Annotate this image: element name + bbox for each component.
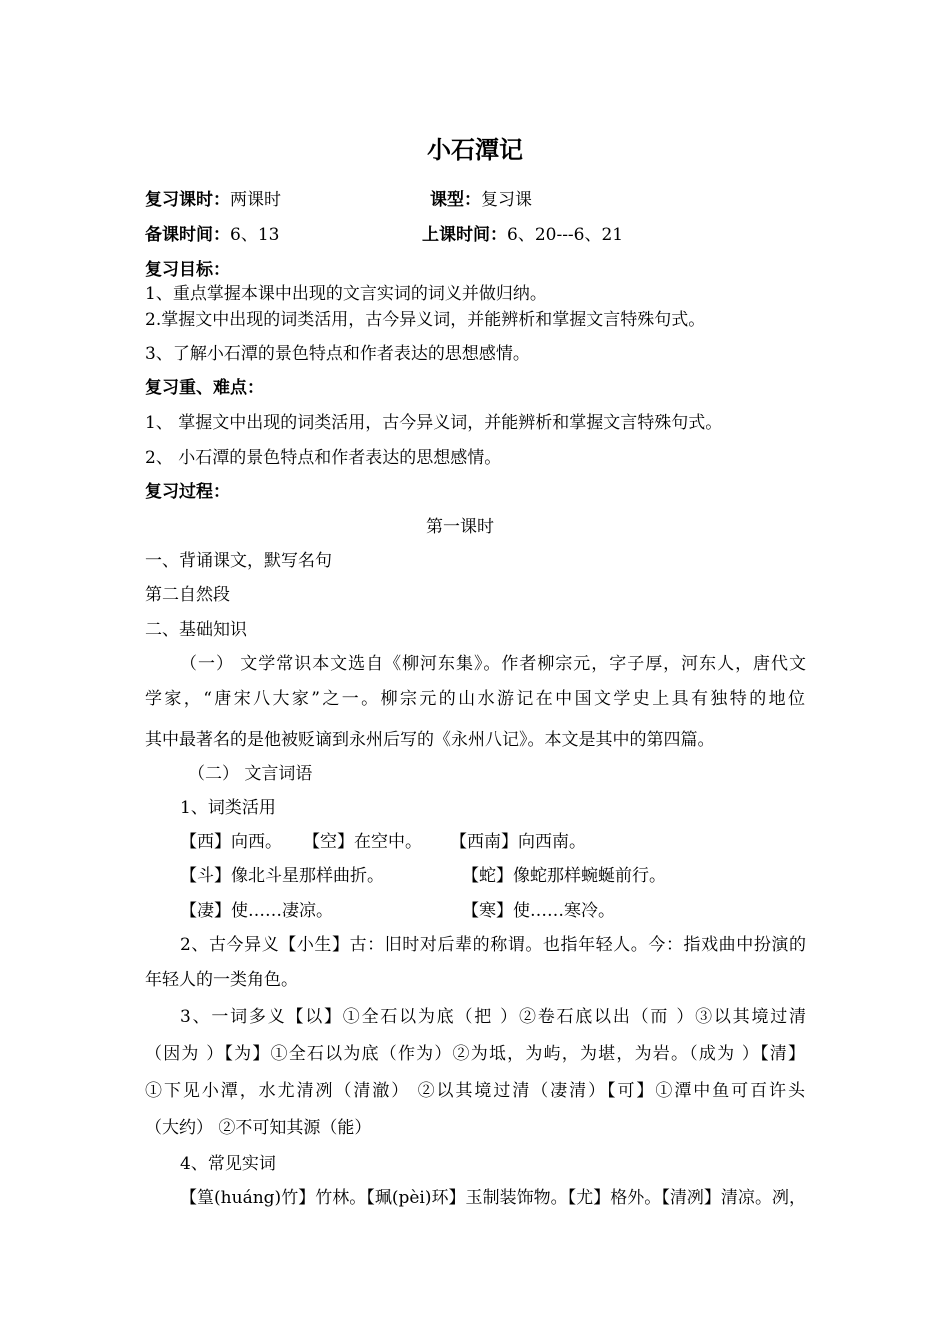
lesson-type-label: 课型： (430, 190, 481, 210)
polysemy-line: ①下见小潭，水尤清冽（清澈） ②以其境过清（凄清）【可】①潭中鱼可百许头 (145, 1081, 805, 1101)
class-use-entry: 【斗】像北斗星那样曲折。 (180, 866, 384, 886)
paragraph-two-label: 第二自然段 (145, 585, 230, 605)
common-words-line: 【篁(huáng)竹】竹林。【珮(pèi)环】玉制装饰物。【尤】格外。【清冽】清凉。冽， (180, 1188, 806, 1208)
class-time-label: 上课时间： (422, 225, 507, 245)
literature-line: （一） 文学常识本文选自《柳河东集》。作者柳宗元，字子厚，河东人，唐代文 (180, 654, 806, 674)
part-one-heading: 一、背诵课文，默写名句 (145, 551, 332, 571)
lesson-type-value: 复习课 (481, 190, 532, 210)
class-use-entry: 【寒】使……寒冷。 (462, 901, 615, 921)
process-heading: 复习过程： (145, 482, 230, 502)
lesson-type (430, 188, 532, 212)
literature-line: 学家，“唐宋八大家”之一。柳宗元的山水游记在中国文学史上具有独特的地位 (145, 689, 805, 709)
class-use-entry: 【西】向西。 (180, 832, 282, 852)
goal-item: 3、了解小石潭的景色特点和作者表达的思想感情。 (145, 344, 530, 364)
goals-heading: 复习目标： (145, 260, 230, 280)
page-title: 小石潭记 (427, 136, 523, 164)
key-point-item: 1、 掌握文中出现的词类活用，古今异义词，并能辨析和掌握文言特殊句式。 (145, 413, 723, 433)
class-use-entry: 【凄】使……凄凉。 (180, 901, 333, 921)
part-two-heading: 二、基础知识 (145, 620, 247, 640)
literature-line: 其中最著名的是他被贬谪到永州后写的《永州八记》。本文是其中的第四篇。 (145, 730, 715, 750)
prep-time-value: 6、13 (230, 225, 280, 245)
class-use-heading: 1、词类活用 (180, 798, 276, 818)
words-heading: （二） 文言词语 (188, 764, 313, 784)
review-hours (145, 188, 281, 212)
class-use-entry: 【空】在空中。 (303, 832, 422, 852)
goal-item: 1、重点掌握本课中出现的文言实词的词义并做归纳。 (145, 284, 547, 304)
polysemy-line: （因为 ）【为】①全石以为底（作为）②为坻，为屿，为堪，为岩。（成为 ）【清】 (145, 1044, 805, 1064)
class-time (422, 223, 623, 247)
common-words-heading: 4、常见实词 (180, 1154, 276, 1174)
review-hours-value: 两课时 (230, 190, 281, 210)
class-use-entry: 【西南】向西南。 (450, 832, 586, 852)
polysemy-line: 3、一词多义【以】①全石以为底（把 ）②卷石底以出（而 ）③以其境过清 (180, 1007, 806, 1027)
key-point-item: 2、 小石潭的景色特点和作者表达的思想感情。 (145, 448, 502, 468)
key-points-heading: 复习重、难点： (145, 378, 264, 398)
polysemy-line: （大约） ②不可知其源（能） (145, 1118, 372, 1138)
class-use-entry: 【蛇】像蛇那样蜿蜒前行。 (462, 866, 666, 886)
review-hours-label: 复习课时： (145, 190, 230, 210)
goal-item: 2.掌握文中出现的词类活用，古今异义词，并能辨析和掌握文言特殊句式。 (145, 310, 706, 330)
ancient-modern-line: 年轻人的一类角色。 (145, 970, 298, 990)
prep-time-label: 备课时间： (145, 225, 230, 245)
class-time-value: 6、20---6、21 (507, 225, 624, 245)
session-title: 第一课时 (426, 517, 494, 537)
ancient-modern-line: 2、古今异义【小生】古：旧时对后辈的称谓。也指年轻人。今：指戏曲中扮演的 (180, 935, 806, 955)
prep-time (145, 223, 279, 247)
